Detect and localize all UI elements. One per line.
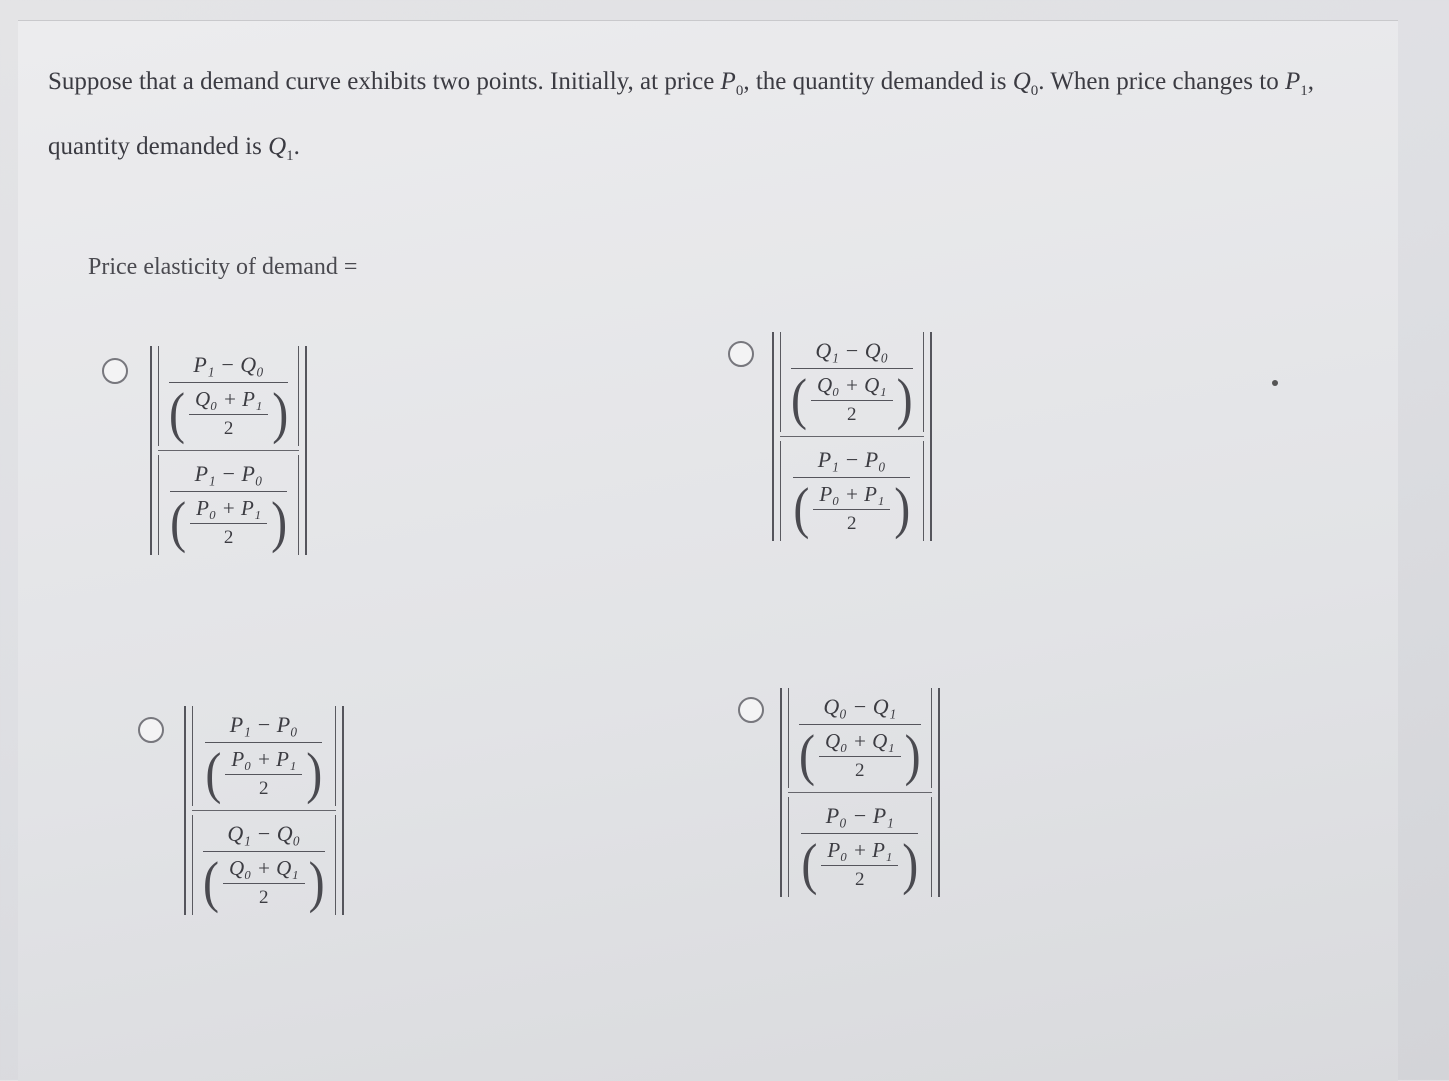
- midpoint-fraction: [219, 856, 309, 909]
- prompt-label: Price elasticity of demand =: [88, 254, 358, 280]
- divisor: 2: [847, 404, 857, 425]
- sum-term: P₀ + P₁: [196, 496, 262, 520]
- percent-change-fraction: [791, 338, 913, 431]
- compound-fraction: [184, 706, 344, 915]
- difference-term: P₁ − Q₀: [193, 352, 264, 377]
- percent-change-fraction: [203, 821, 325, 914]
- right-paren: ): [894, 476, 911, 540]
- divisor: 2: [259, 887, 269, 908]
- right-paren: ): [308, 850, 325, 914]
- sum-term: Q₀ + Q₁: [816, 373, 887, 397]
- numerator-group: [780, 332, 924, 432]
- main-fraction-bar: [192, 810, 336, 811]
- divisor: 2: [855, 869, 865, 890]
- left-paren: (: [793, 476, 810, 540]
- divisor: 2: [223, 527, 234, 548]
- midpoint-paren: [169, 381, 289, 445]
- divisor: 2: [855, 760, 865, 781]
- right-paren: ): [271, 490, 288, 554]
- fraction-bar: [205, 742, 322, 743]
- question-text: Suppose that a demand curve exhibits two points. Initially, at price $P_0$, the quantity demanded is $Q_0$. When price changes to $P_1$, quantity demanded is $Q_1$.: [48, 68, 1314, 164]
- midpoint-fraction: [809, 482, 894, 535]
- midpoint-fraction: [815, 729, 905, 782]
- numerator-group: [192, 706, 336, 806]
- left-paren: (: [801, 832, 818, 896]
- stray-dot: [1272, 380, 1278, 386]
- sum-term: Q₀ + P₁: [194, 387, 263, 411]
- radio-option-c[interactable]: [138, 717, 164, 743]
- compound-fraction: [772, 332, 932, 541]
- right-paren: ): [904, 723, 921, 787]
- left-paren: (: [169, 381, 185, 445]
- difference-term: Q₁ − Q₀: [815, 338, 889, 363]
- fraction-bar: [791, 368, 913, 369]
- percent-change-fraction: [793, 447, 911, 540]
- formula-option-c: [184, 706, 344, 915]
- midpoint-fraction: [185, 387, 272, 440]
- difference-term: Q₀ − Q₁: [823, 694, 897, 719]
- right-paren: ): [272, 381, 289, 445]
- main-fraction-bar: [780, 436, 924, 437]
- numerator-group: [158, 346, 299, 446]
- right-paren: ): [896, 367, 913, 431]
- denominator-group: [158, 455, 299, 555]
- midpoint-fraction: [186, 496, 271, 549]
- fraction-bar: [169, 382, 288, 383]
- fraction-bar: [793, 477, 910, 478]
- compound-fraction: [150, 346, 307, 555]
- midpoint-paren: [203, 850, 325, 914]
- percent-change-fraction: [799, 694, 921, 787]
- main-fraction-bar: [788, 792, 932, 793]
- right-paren: ): [306, 741, 323, 805]
- sum-term: P₀ + P₁: [231, 747, 297, 771]
- midpoint-paren: [205, 741, 323, 805]
- compound-fraction: [780, 688, 940, 897]
- numerator-group: [788, 688, 932, 788]
- midpoint-fraction: [221, 747, 306, 800]
- denominator-group: [780, 441, 924, 541]
- percent-change-fraction: [205, 712, 323, 805]
- midpoint-fraction: [807, 373, 897, 426]
- formula-option-d: [780, 688, 940, 897]
- midpoint-fraction: [817, 838, 902, 891]
- difference-term: P₁ − P₀: [229, 712, 298, 737]
- formula-option-b: [772, 332, 932, 541]
- difference-term: P₁ − P₀: [194, 461, 263, 486]
- midpoint-paren: [793, 476, 911, 540]
- sum-term: Q₀ + Q₁: [824, 729, 895, 753]
- difference-term: P₀ − P₁: [825, 803, 894, 828]
- difference-term: P₁ − P₀: [817, 447, 886, 472]
- midpoint-paren: [791, 367, 913, 431]
- percent-change-fraction: [169, 352, 289, 445]
- divisor: 2: [259, 778, 269, 799]
- fraction-bar: [799, 724, 921, 725]
- divisor: 2: [847, 513, 857, 534]
- radio-option-a[interactable]: [102, 358, 128, 384]
- divisor: 2: [223, 418, 234, 439]
- left-paren: (: [170, 490, 187, 554]
- radio-option-b[interactable]: [728, 341, 754, 367]
- main-fraction-bar: [158, 450, 299, 451]
- midpoint-paren: [170, 490, 288, 554]
- sum-term: P₀ + P₁: [819, 482, 885, 506]
- midpoint-paren: [801, 832, 919, 896]
- fraction-bar: [801, 833, 918, 834]
- left-paren: (: [799, 723, 815, 787]
- denominator-group: [788, 797, 932, 897]
- sum-term: P₀ + P₁: [827, 838, 893, 862]
- percent-change-fraction: [801, 803, 919, 896]
- left-paren: (: [203, 850, 219, 914]
- denominator-group: [192, 815, 336, 915]
- left-paren: (: [205, 741, 222, 805]
- fraction-bar: [203, 851, 325, 852]
- left-paren: (: [791, 367, 807, 431]
- right-paren: ): [902, 832, 919, 896]
- percent-change-fraction: [170, 461, 288, 554]
- difference-term: Q₁ − Q₀: [227, 821, 301, 846]
- radio-option-d[interactable]: [738, 697, 764, 723]
- midpoint-paren: [799, 723, 921, 787]
- sum-term: Q₀ + Q₁: [228, 856, 299, 880]
- fraction-bar: [170, 491, 287, 492]
- formula-option-a: [150, 346, 307, 555]
